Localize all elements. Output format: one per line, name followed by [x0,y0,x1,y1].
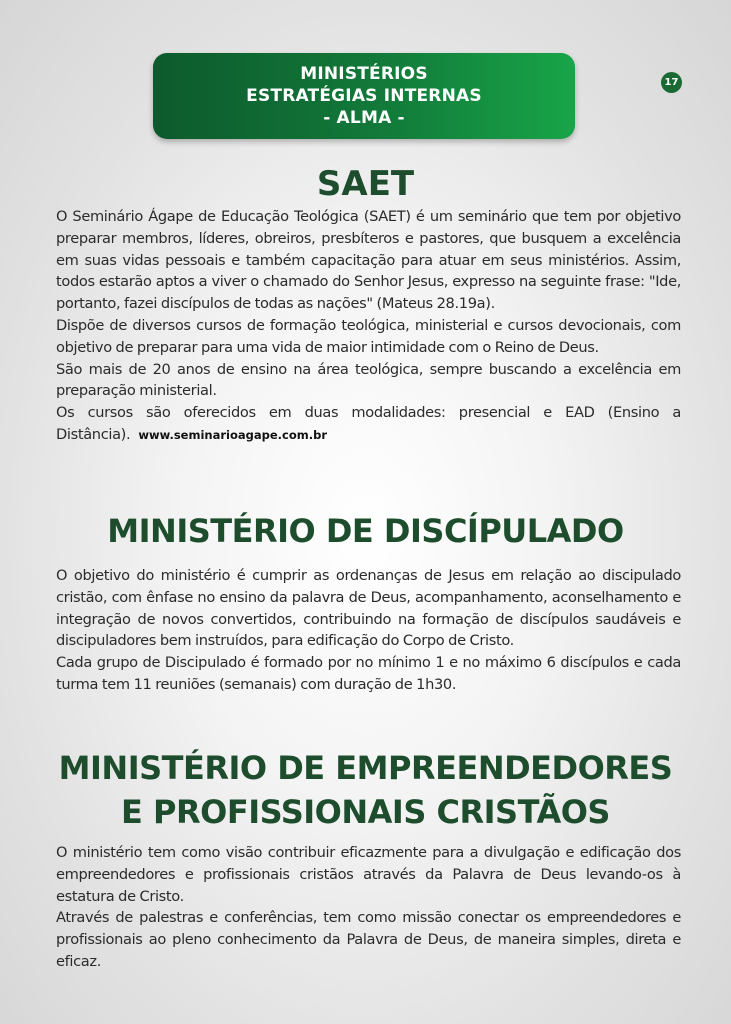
header-line-ministerios: MINISTÉRIOS [300,64,428,84]
section-title-empreendedores [40,746,691,834]
section-title-discipulado: MINISTÉRIO DE DISCÍPULADO [107,512,624,550]
section-title-line: E PROFISSIONAIS CRISTÃOS [121,793,610,831]
empreendedores-section-body [56,842,681,973]
saet-paragraph: São mais de 20 anos de ensino na área teológica, sempre buscando a excelência em preparação ministerial. [56,360,681,400]
saet-paragraph: Dispõe de diversos cursos de formação teológica, ministerial e cursos devocionais, com objetivo de preparar para uma vida de maior intimidade com o Reino de Deus. [56,316,681,356]
section-title-line: MINISTÉRIO DE EMPREENDEDORES [58,749,673,787]
header-line-alma: - ALMA - [323,108,405,128]
section-title-saet: SAET [316,164,415,204]
discipulado-paragraph: O objetivo do ministério é cumprir as ordenanças de Jesus em relação ao discipulado cristão, com ênfase no ensino da palavra de Deus, acompanhamento, aconselhamento e integração de novos convertidos, contribuindo na formação de discípulos saudáveis e discipuladores bem instruídos, para edificação do Corpo de Cristo. [56,567,681,650]
saet-modalities-text: Os cursos são oferecidos em duas modalidades: presencial e EAD (Ensino a Distância). [56,404,681,443]
header-banner [153,53,575,139]
saet-section-body [56,206,681,447]
header-line-estrategias: ESTRATÉGIAS INTERNAS [246,86,482,106]
discipulado-section-body [56,565,681,696]
saet-paragraph: O Seminário Ágape de Educação Teológica (SAET) é um seminário que tem por objetivo preparar membros, líderes, obreiros, presbíteros e pastores, que busquem a excelência em suas vidas pessoais e também capacitação para atuar em seus ministérios. Assim, todos estarão aptos a viver o chamado do Senhor Jesus, expresso na seguinte frase: "Ide, portanto, fazei discípulos de todas as nações" (Mateus 28.19a). [56,208,681,313]
saet-paragraph [56,402,681,447]
empreendedores-paragraph: O ministério tem como visão contribuir eficazmente para a divulgação e edificação dos empreendedores e profissionais cristãos através da Palavra de Deus levando-os à estatura de Cristo. [56,844,681,905]
discipulado-paragraph: Cada grupo de Discipulado é formado por no mínimo 1 e no máximo 6 discípulos e cada turma tem 11 reuniões (semanais) com duração de 1h30. [56,654,681,693]
seminary-website-link[interactable]: www.seminarioagape.com.br [138,427,327,442]
page-number-badge: 17 [661,72,682,93]
empreendedores-paragraph: Através de palestras e conferências, tem como missão conectar os empreendedores e profissionais ao pleno conhecimento da Palavra de Deus, de maneira simples, direta e eficaz. [56,909,681,970]
